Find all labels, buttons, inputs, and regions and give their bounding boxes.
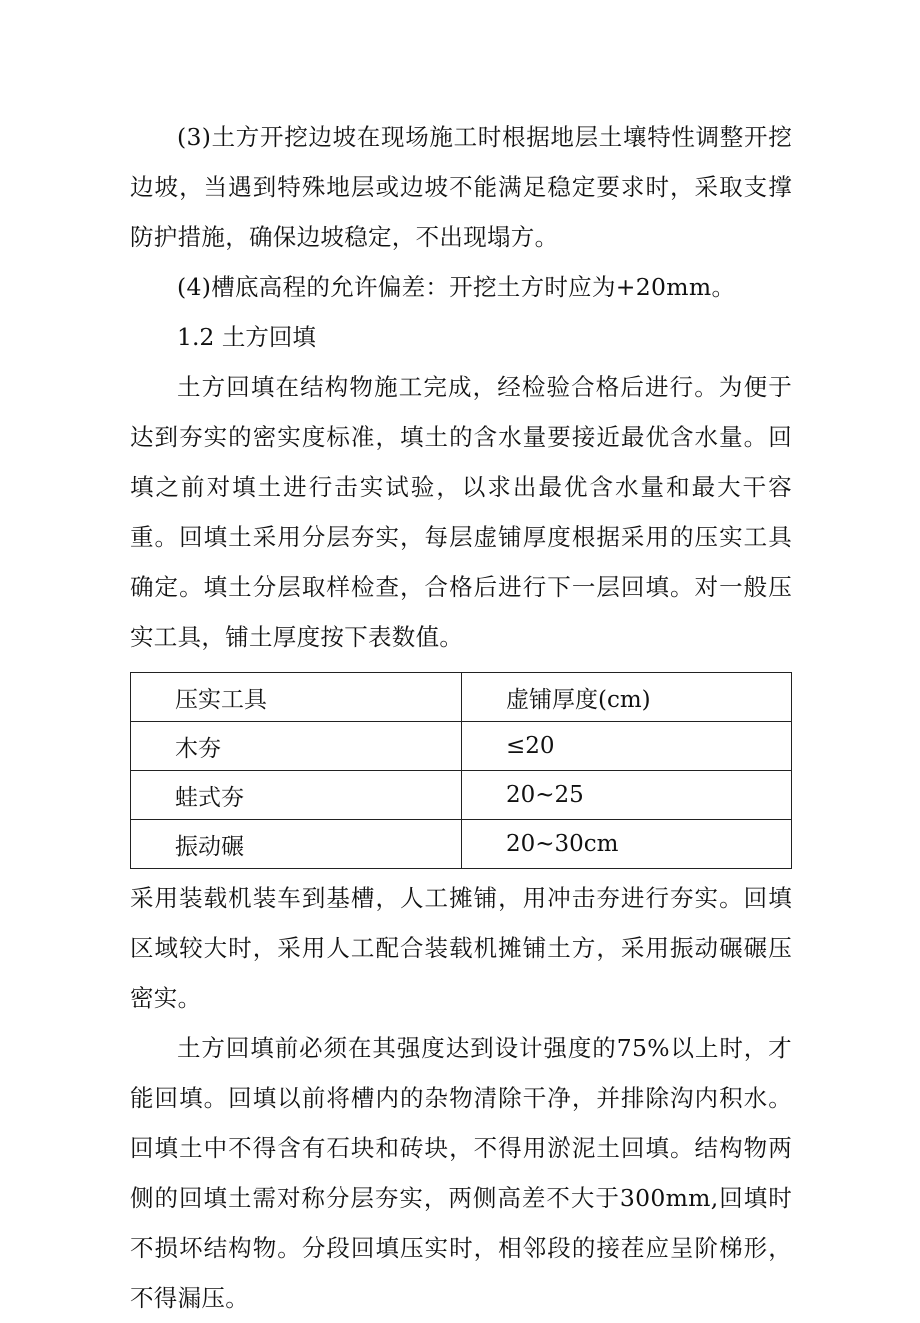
table-header-cell: 虚铺厚度(cm) bbox=[462, 673, 792, 722]
table-header-row bbox=[131, 673, 792, 722]
after-table-paragraph: 采用装载机装车到基槽，人工摊铺，用冲击夯进行夯实。回填区域较大时，采用人工配合装载机摊铺土方，采用振动碾碾压密实。 bbox=[130, 884, 792, 1012]
document-page bbox=[130, 112, 792, 1323]
paragraph-item-3: (3)土方开挖边坡在现场施工时根据地层土壤特性调整开挖边坡，当遇到特殊地层或边坡不能满足稳定要求时，采取支撑防护措施，确保边坡稳定，不出现塌方。 bbox=[130, 123, 792, 251]
table-cell: 蛙式夯 bbox=[131, 771, 462, 820]
table-cell: 木夯 bbox=[131, 722, 462, 771]
table-cell: 振动碾 bbox=[131, 820, 462, 869]
table-row bbox=[131, 722, 792, 771]
table-cell: 20~25 bbox=[462, 771, 792, 820]
table-row bbox=[131, 820, 792, 869]
table-row bbox=[131, 771, 792, 820]
section-heading: 1.2 土方回填 bbox=[177, 323, 316, 351]
backfill-requirements-paragraph: 土方回填前必须在其强度达到设计强度的75%以上时，才能回填。回填以前将槽内的杂物清除干净，并排除沟内积水。回填土中不得含有石块和砖块，不得用淤泥土回填。结构物两侧的回填土需对称分层夯实，两侧高差不大于300mm,回填时不损坏结构物。分段回填压实时，相邻段的接茬应呈阶梯形，不得漏压。 bbox=[130, 1034, 792, 1312]
table-cell: ≤20 bbox=[462, 722, 792, 771]
paragraph-item-4: (4)槽底高程的允许偏差：开挖土方时应为+20mm。 bbox=[177, 273, 736, 301]
table-header-cell: 压实工具 bbox=[131, 673, 462, 722]
table-cell: 20~30cm bbox=[462, 820, 792, 869]
backfill-intro-paragraph: 土方回填在结构物施工完成，经检验合格后进行。为便于达到夯实的密实度标准，填土的含水量要接近最优含水量。回填之前对填土进行击实试验，以求出最优含水量和最大干容重。回填土采用分层夯实，每层虚铺厚度根据采用的压实工具确定。填土分层取样检查，合格后进行下一层回填。对一般压实工具，铺土厚度按下表数值。 bbox=[130, 373, 792, 651]
compaction-thickness-table bbox=[130, 672, 792, 869]
